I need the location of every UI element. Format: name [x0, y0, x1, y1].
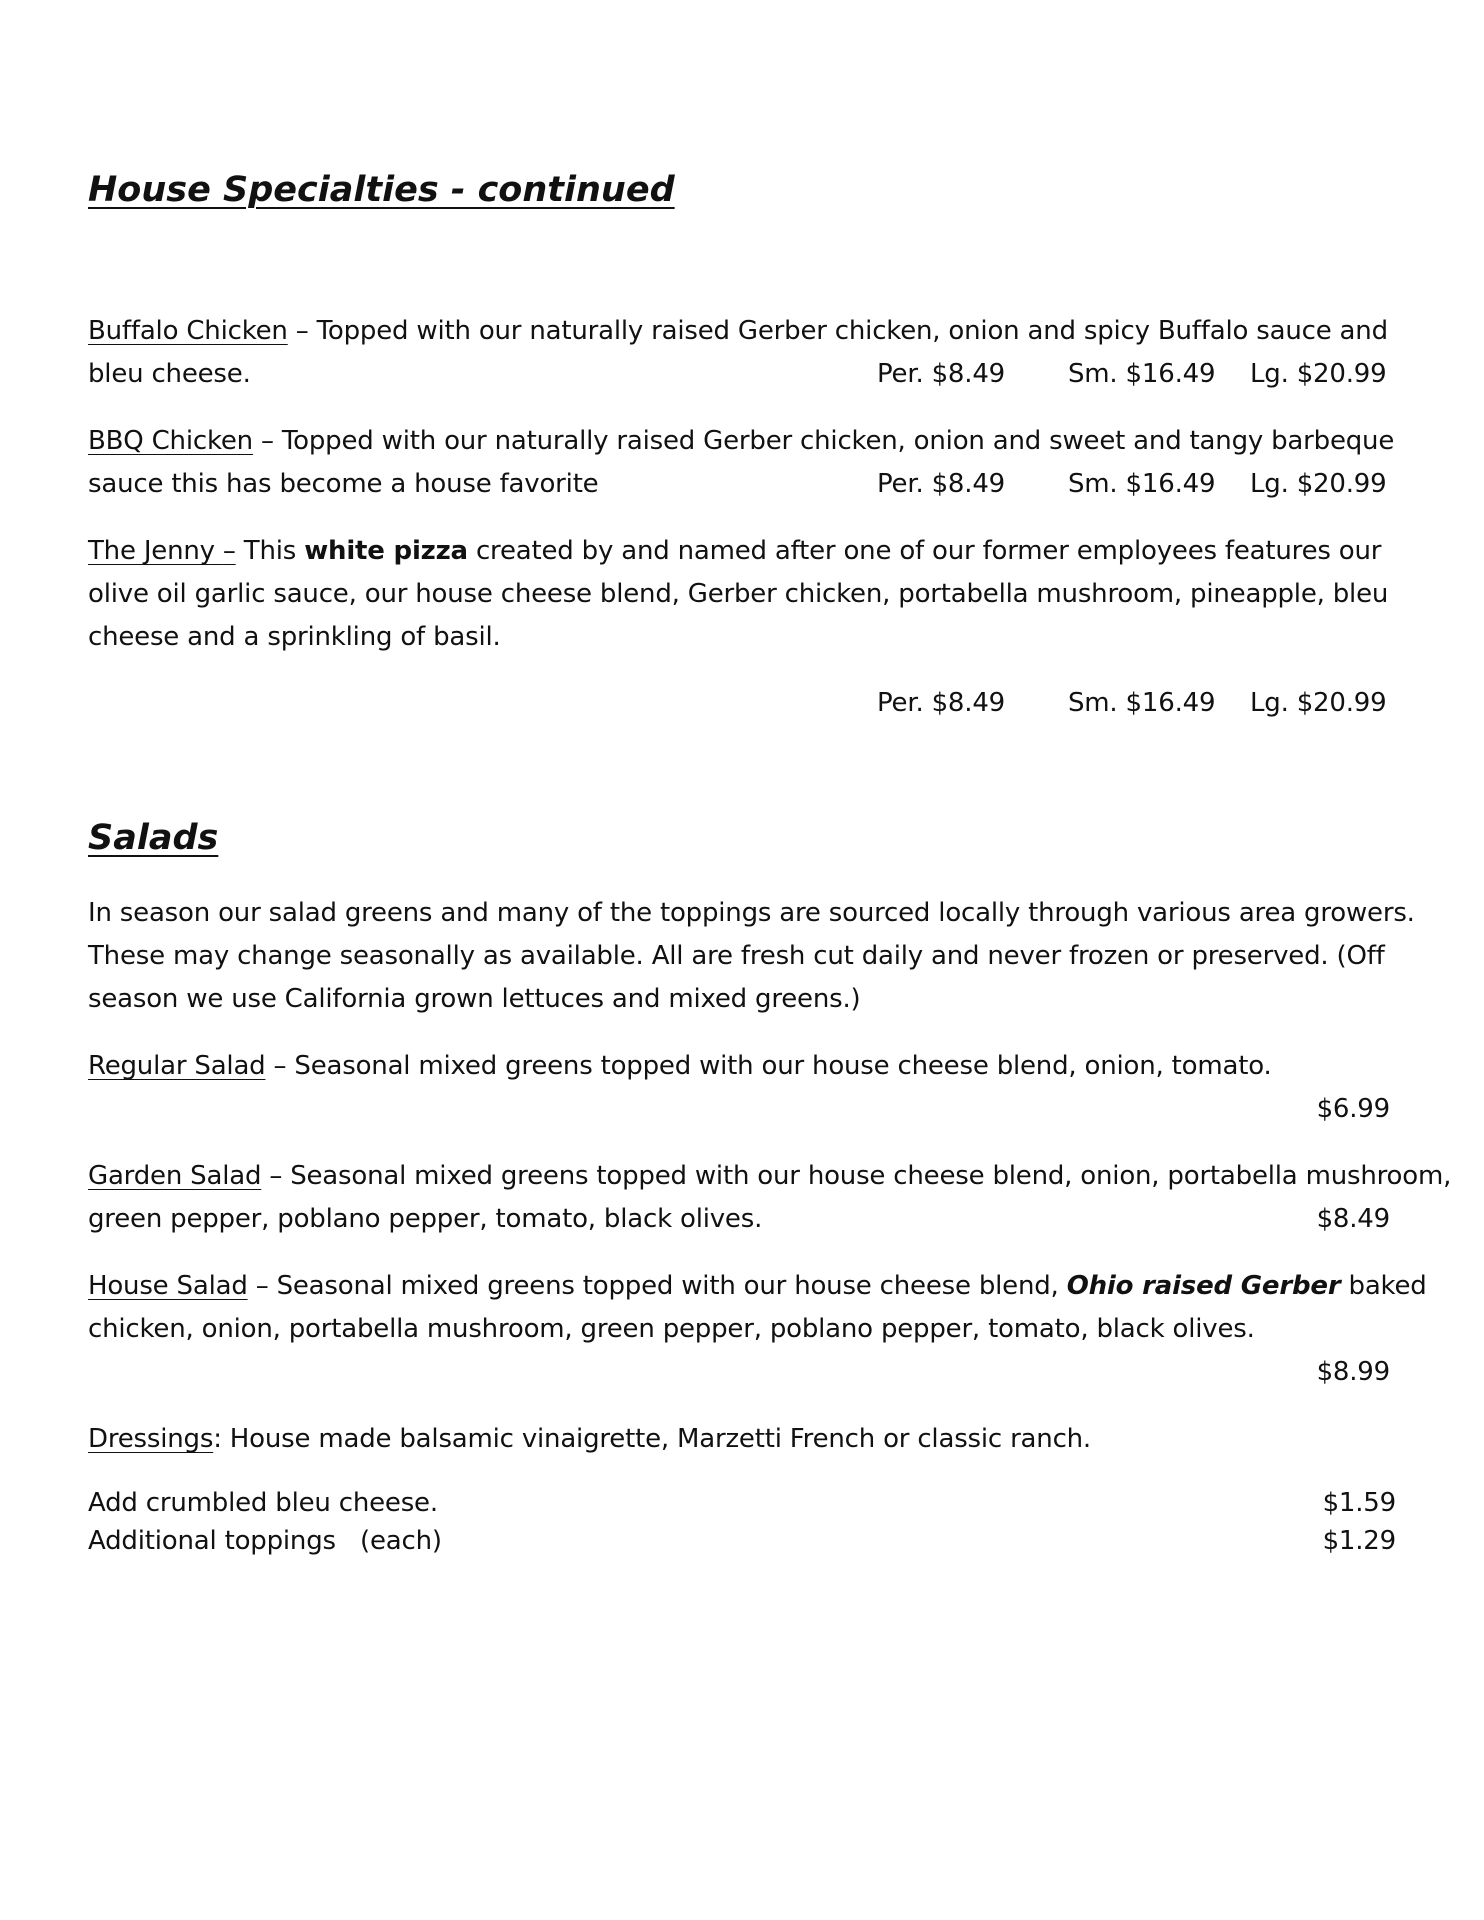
house-salad-name: House Salad — [88, 1271, 248, 1301]
garden-salad-line2: green pepper, poblano pepper, tomato, black olives. — [88, 1204, 763, 1234]
house-salad-line2: chicken, onion, portabella mushroom, green pepper, poblano pepper, tomato, black olives. — [88, 1314, 1255, 1344]
bbq-chicken-desc: – Topped with our naturally raised Gerber chicken, onion and sweet and tangy barbeque — [252, 426, 1395, 456]
house-salad-line1 — [88, 1271, 1427, 1301]
regular-salad-line1 — [88, 1051, 1272, 1081]
buffalo-chicken-price-personal: Per. $8.49 — [877, 359, 1006, 389]
jenny-white-pizza: white pizza — [304, 536, 468, 566]
bbq-chicken-price-small: Sm. $16.49 — [1068, 469, 1216, 499]
garden-salad-line1 — [88, 1161, 1451, 1191]
house-salad-desc-c: baked — [1340, 1271, 1427, 1301]
jenny-name-text: The Jenny — [88, 536, 223, 566]
extra-toppings-label: Additional toppings (each) — [88, 1526, 442, 1556]
dressings-line — [88, 1424, 1091, 1454]
garden-salad-desc: – Seasonal mixed greens topped with our house cheese blend, onion, portabella mushroom, — [261, 1161, 1452, 1191]
garden-salad-price: $8.49 — [1316, 1204, 1390, 1234]
regular-salad-price: $6.99 — [1316, 1094, 1390, 1124]
extra-bleu-cheese-price: $1.59 — [1322, 1488, 1396, 1518]
dressings-label: Dressings — [88, 1424, 214, 1454]
extra-toppings-price: $1.29 — [1322, 1526, 1396, 1556]
jenny-desc-c: created by and named after one of our former employees features our — [467, 536, 1382, 566]
jenny-price-small: Sm. $16.49 — [1068, 688, 1216, 718]
salads-intro-line2: These may change seasonally as available. All are fresh cut daily and never frozen or preserved. (Off — [88, 941, 1385, 971]
bbq-chicken-line1 — [88, 426, 1394, 456]
jenny-line3: cheese and a sprinkling of basil. — [88, 622, 501, 652]
jenny-price-personal: Per. $8.49 — [877, 688, 1006, 718]
specialties-heading: House Specialties - continued — [88, 170, 675, 210]
garden-salad-name: Garden Salad — [88, 1161, 262, 1191]
buffalo-chicken-line2: bleu cheese. — [88, 359, 251, 389]
bbq-chicken-price-large: Lg. $20.99 — [1250, 469, 1387, 499]
jenny-name — [88, 536, 236, 566]
house-salad-desc-a: – Seasonal mixed greens topped with our house cheese blend, — [247, 1271, 1067, 1301]
dressings-text: : House made balsamic vinaigrette, Marzetti French or classic ranch. — [213, 1424, 1092, 1454]
salads-intro-line1: In season our salad greens and many of the toppings are sourced locally through various area growers. — [88, 898, 1415, 928]
buffalo-chicken-price-large: Lg. $20.99 — [1250, 359, 1387, 389]
buffalo-chicken-price-small: Sm. $16.49 — [1068, 359, 1216, 389]
jenny-price-large: Lg. $20.99 — [1250, 688, 1387, 718]
jenny-dash: – — [222, 536, 236, 566]
jenny-line2: olive oil garlic sauce, our house cheese blend, Gerber chicken, portabella mushroom, pineapple, bleu — [88, 579, 1389, 609]
salads-heading: Salads — [88, 818, 219, 858]
buffalo-chicken-line1 — [88, 316, 1388, 346]
bbq-chicken-price-personal: Per. $8.49 — [877, 469, 1006, 499]
buffalo-chicken-desc: – Topped with our naturally raised Gerber chicken, onion and spicy Buffalo sauce and — [287, 316, 1388, 346]
buffalo-chicken-name: Buffalo Chicken — [88, 316, 288, 346]
bbq-chicken-line2: sauce this has become a house favorite — [88, 469, 599, 499]
regular-salad-desc: – Seasonal mixed greens topped with our house cheese blend, onion, tomato. — [265, 1051, 1272, 1081]
house-salad-price: $8.99 — [1316, 1357, 1390, 1387]
extra-bleu-cheese-label: Add crumbled bleu cheese. — [88, 1488, 438, 1518]
bbq-chicken-name: BBQ Chicken — [88, 426, 253, 456]
jenny-line1 — [88, 536, 1381, 566]
salads-intro-line3: season we use California grown lettuces and mixed greens.) — [88, 984, 861, 1014]
house-salad-ohio-gerber: Ohio raised Gerber — [1066, 1271, 1341, 1301]
regular-salad-name: Regular Salad — [88, 1051, 266, 1081]
jenny-desc-a: This — [235, 536, 305, 566]
